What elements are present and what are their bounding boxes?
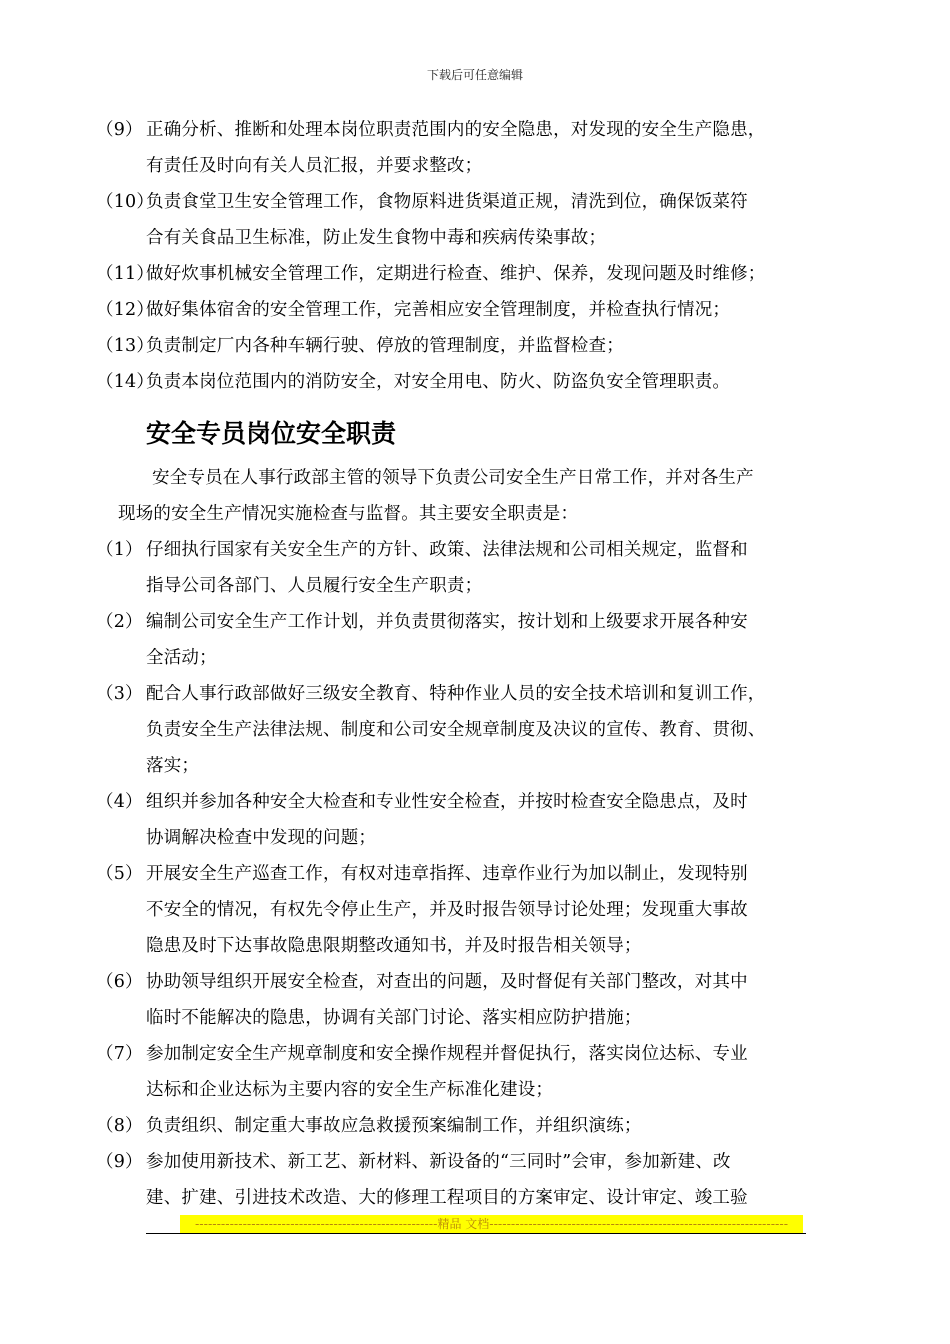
item-text-line: 合有关食品卫生标准，防止发生食物中毒和疾病传染事故； [146, 228, 607, 248]
intro-paragraph-line: 安全专员在人事行政部主管的领导下负责公司安全生产日常工作，并对各生产 [152, 468, 754, 488]
item-text-line: 组织并参加各种安全大检查和专业性安全检查，并按时检查安全隐患点，及时 [146, 792, 748, 812]
footer-divider [146, 1233, 806, 1234]
item-text-line: 建、扩建、引进技术改造、大的修理工程项目的方案审定、设计审定、竣工验 [146, 1188, 748, 1208]
item-number: （11） [96, 264, 155, 284]
item-text-line: 落实； [146, 756, 200, 776]
item-text-line: 指导公司各部门、人员履行安全生产职责； [146, 576, 483, 596]
section-title: 安全专员岗位安全职责 [146, 419, 397, 448]
page-header: 下载后可任意编辑 [426, 68, 523, 82]
item-text-line: 配合人事行政部做好三级安全教育、特种作业人员的安全技术培训和复训工作， [146, 684, 766, 704]
item-text-line: 编制公司安全生产工作计划，并负责贯彻落实，按计划和上级要求开展各种安 [146, 612, 748, 632]
item-number: （14） [96, 372, 155, 392]
item-text-line: 达标和企业达标为主要内容的安全生产标准化建设； [146, 1080, 554, 1100]
item-number: （7） [96, 1044, 143, 1064]
item-text-line: 负责食堂卫生安全管理工作，食物原料进货渠道正规，清洗到位，确保饭菜符 [146, 192, 748, 212]
item-text-line: 全活动； [146, 648, 217, 668]
item-number: （3） [96, 684, 143, 704]
item-text-line: 参加使用新技术、新工艺、新材料、新设备的“三同时”会审，参加新建、改 [146, 1152, 731, 1172]
item-text-line: 协调解决检查中发现的问题； [146, 828, 377, 848]
item-text-line: 临时不能解决的隐患，协调有关部门讨论、落实相应防护措施； [146, 1008, 642, 1028]
item-number: （9） [96, 1152, 143, 1172]
item-number: （2） [96, 612, 143, 632]
intro-paragraph-line: 现场的安全生产情况实施检查与监督。其主要安全职责是： [118, 504, 579, 524]
item-text-line: 负责本岗位范围内的消防安全，对安全用电、防火、防盗负安全管理职责。 [146, 372, 731, 392]
item-number: （5） [96, 864, 143, 884]
item-text-line: 有责任及时向有关人员汇报，并要求整改； [146, 156, 483, 176]
item-number: （10） [96, 192, 155, 212]
item-text-line: 负责组织、制定重大事故应急救援预案编制工作，并组织演练； [146, 1116, 642, 1136]
item-text-line: 协助领导组织开展安全检查，对查出的问题，及时督促有关部门整改，对其中 [146, 972, 748, 992]
item-text-line: 仔细执行国家有关安全生产的方针、政策、法律法规和公司相关规定，监督和 [146, 540, 748, 560]
item-text-line: 隐患及时下达事故隐患限期整改通知书，并及时报告相关领导； [146, 936, 642, 956]
item-text-line: 做好炊事机械安全管理工作，定期进行检查、维护、保养，发现问题及时维修； [146, 264, 766, 284]
item-number: （6） [96, 972, 143, 992]
item-number: （8） [96, 1116, 143, 1136]
item-text-line: 负责制定厂内各种车辆行驶、停放的管理制度，并监督检查； [146, 336, 624, 356]
item-number: （1） [96, 540, 143, 560]
item-number: （12） [96, 300, 155, 320]
item-text-line: 不安全的情况，有权先令停止生产，并及时报告领导讨论处理；发现重大事故 [146, 900, 748, 920]
item-text-line: 正确分析、推断和处理本岗位职责范围内的安全隐患，对发现的安全生产隐患， [146, 120, 766, 140]
item-number: （4） [96, 792, 143, 812]
item-text-line: 负责安全生产法律法规、制度和公司安全规章制度及决议的宣传、教育、贯彻、 [146, 720, 766, 740]
item-text-line: 参加制定安全生产规章制度和安全操作规程并督促执行，落实岗位达标、专业 [146, 1044, 748, 1064]
item-text-line: 做好集体宿舍的安全管理工作，完善相应安全管理制度，并检查执行情况； [146, 300, 731, 320]
item-text-line: 开展安全生产巡查工作，有权对违章指挥、违章作业行为加以制止，发现特别 [146, 864, 748, 884]
item-number: （13） [96, 336, 155, 356]
footer-banner: --------------------------------------------------------精品 文档--------------------------------------------------------------------- [180, 1215, 803, 1233]
item-number: （9） [96, 120, 143, 140]
